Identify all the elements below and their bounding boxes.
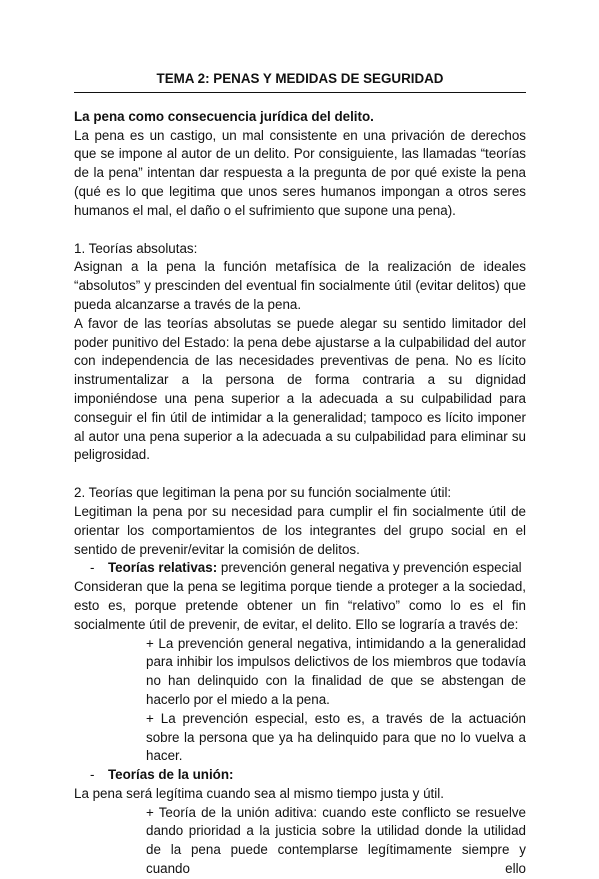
bullet-text-relativas: prevención general negativa y prevención especial <box>217 560 522 576</box>
section-heading-pena: La pena como consecuencia jurídica del delito. <box>74 108 374 124</box>
bullet-label-union: Teorías de la unión: <box>108 767 234 783</box>
bullet-dash: - <box>90 560 95 576</box>
subitem-prevencion-especial: + La prevención especial, esto es, a través de la actuación sobre la persona que ya ha delinquido para que no lo vuelva a hacer. <box>146 710 526 764</box>
paragraph-absolutas-1: Asignan a la pena la función metafísica de la realización de ideales “absolutos” y prescinden del eventual fin socialmente útil (evitar delitos) que pueda alcanzarse a través de la pena. <box>74 259 526 312</box>
subitem-prevencion-general: + La prevención general negativa, intimidando a la generalidad para inhibir los impulsos delictivos de los miembros que todavía no han delinquido con la finalidad de que se abstengan de hacerlo por el miedo a la pena. <box>146 635 526 707</box>
bullet-dash: - <box>90 767 95 783</box>
paragraph-utiles-3: La pena será legítima cuando sea al mismo tiempo justa y útil. <box>74 785 444 801</box>
paragraph-pena-definition: La pena es un castigo, un mal consistente en una privación de derechos que se impone al autor de un delito. Por consiguiente, las llamadas “teorías de la pena” intentan dar respuesta a la pregunta de por qué existe la pena (qué es lo que legitima que unos seres humanos impongan a otros seres humanos el mal, el daño o el sufrimiento que supone una pena). <box>74 127 526 218</box>
spacer <box>74 221 526 240</box>
document-title: TEMA 2: PENAS Y MEDIDAS DE SEGURIDAD <box>74 70 526 93</box>
paragraph-absolutas-2: A favor de las teorías absolutas se puede alegar su sentido limitador del poder punitivo del Estado: la pena debe ajustarse a la culpabilidad del autor con independencia de las necesidades preventivas de pena. No es lícito instrumentalizar a la persona de forma contraria a su dignidad imponiéndose una pena superior a la adecuada a su culpabilidad para conseguir el fin útil de intimidar a la generalidad; tampoco es lícito imponer al autor una pena superior a la adecuada a su culpabilidad para eliminar su peligrosidad. <box>74 315 526 463</box>
paragraph-utiles-1: Legitiman la pena por su necesidad para cumplir el fin socialmente útil de orientar los comportamientos de los integrantes del grupo social en el sentido de prevenir/evitar la comisión de delitos. <box>74 503 526 557</box>
paragraph-utiles-2: Consideran que la pena se legitima porque tiende a proteger a la sociedad, esto es, porque pretende obtener un fin “relativo” como lo es el fin socialmente útil de prevenir, de evitar, el delito. Ello se lograría a través de: <box>74 579 526 632</box>
bullet-teorias-union <box>74 766 526 785</box>
heading-teorias-absolutas: 1. Teorías absolutas: <box>74 240 198 256</box>
heading-teorias-utiles: 2. Teorías que legitiman la pena por su función socialmente útil: <box>74 485 452 501</box>
bullet-label-relativas: Teorías relativas: <box>108 560 218 576</box>
subitem-union-aditiva: + Teoría de la unión aditiva: cuando este conflicto se resuelve dando prioridad a la justicia sobre la utilidad donde la utilidad de la pena puede contemplarse legítimamente siempre y cuando ello <box>146 804 526 877</box>
spacer <box>74 465 526 484</box>
bullet-teorias-relativas <box>74 559 526 578</box>
document-page <box>74 70 526 879</box>
